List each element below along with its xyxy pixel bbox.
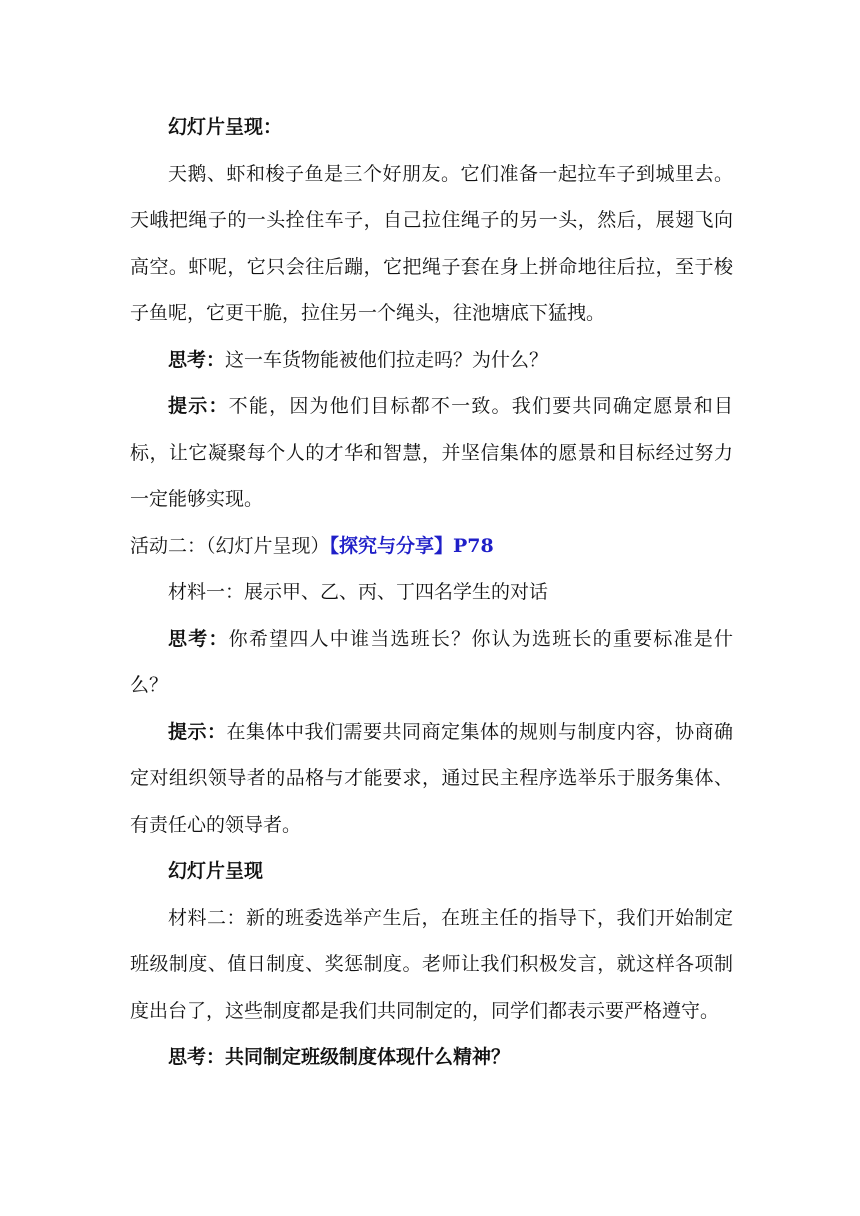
hint-label: 提示： (168, 395, 229, 417)
hint-label: 提示： (168, 720, 227, 743)
think-text: 你希望四人中谁当选班长？你认为选班长的重要标准是什么？ (130, 627, 733, 696)
think-question-1 (130, 337, 733, 384)
document-page (130, 104, 733, 1081)
hint-text: 不能，因为他们目标都不一致。我们要共同确定愿景和目标，让它凝聚每个人的才华和智慧，并坚信集体的愿景和目标经过努力一定能够实现。 (130, 395, 733, 510)
activity-two-line (130, 523, 733, 570)
hint-paragraph-1 (130, 383, 733, 523)
story-paragraph: 天鹅、虾和梭子鱼是三个好朋友。它们准备一起拉车子到城里去。天峨把绳子的一头拴住车子，自己拉住绳子的另一头，然后，展翅飞向高空。虾呢，它只会往后蹦，它把绳子套在身上拼命地往后拉，至于梭子鱼呢，它更干脆，拉住另一个绳头，往池塘底下猛拽。 (130, 162, 733, 324)
material-two: 材料二：新的班委选举产生后，在班主任的指导下，我们开始制定班级制度、值日制度、奖惩制度。老师让我们积极发言，就这样各项制度出台了，这些制度都是我们共同制定的，同学们都表示要严格遵守。 (130, 906, 733, 1022)
material-one: 材料一：展示甲、乙、丙、丁四名学生的对话 (168, 581, 549, 603)
think-question-2 (130, 616, 733, 709)
activity-two-text: 活动二：（幻灯片呈现） (130, 534, 330, 557)
slide-heading-1: 幻灯片呈现： (168, 116, 283, 138)
think-label: 思考： (168, 627, 229, 650)
explore-share-highlight: 【探究与分享】P78 (329, 534, 494, 557)
hint-paragraph-2 (130, 709, 733, 849)
think-text: 这一车货物能被他们拉走吗？为什么？ (225, 348, 549, 371)
hint-text: 在集体中我们需要共同商定集体的规则与制度内容，协商确定对组织领导者的品格与才能要求，通过民主程序选举乐于服务集体、有责任心的领导者。 (130, 720, 733, 836)
slide-heading-2: 幻灯片呈现 (168, 860, 264, 882)
think-label: 思考： (168, 348, 226, 371)
think-question-3: 思考：共同制定班级制度体现什么精神？ (168, 1046, 511, 1068)
